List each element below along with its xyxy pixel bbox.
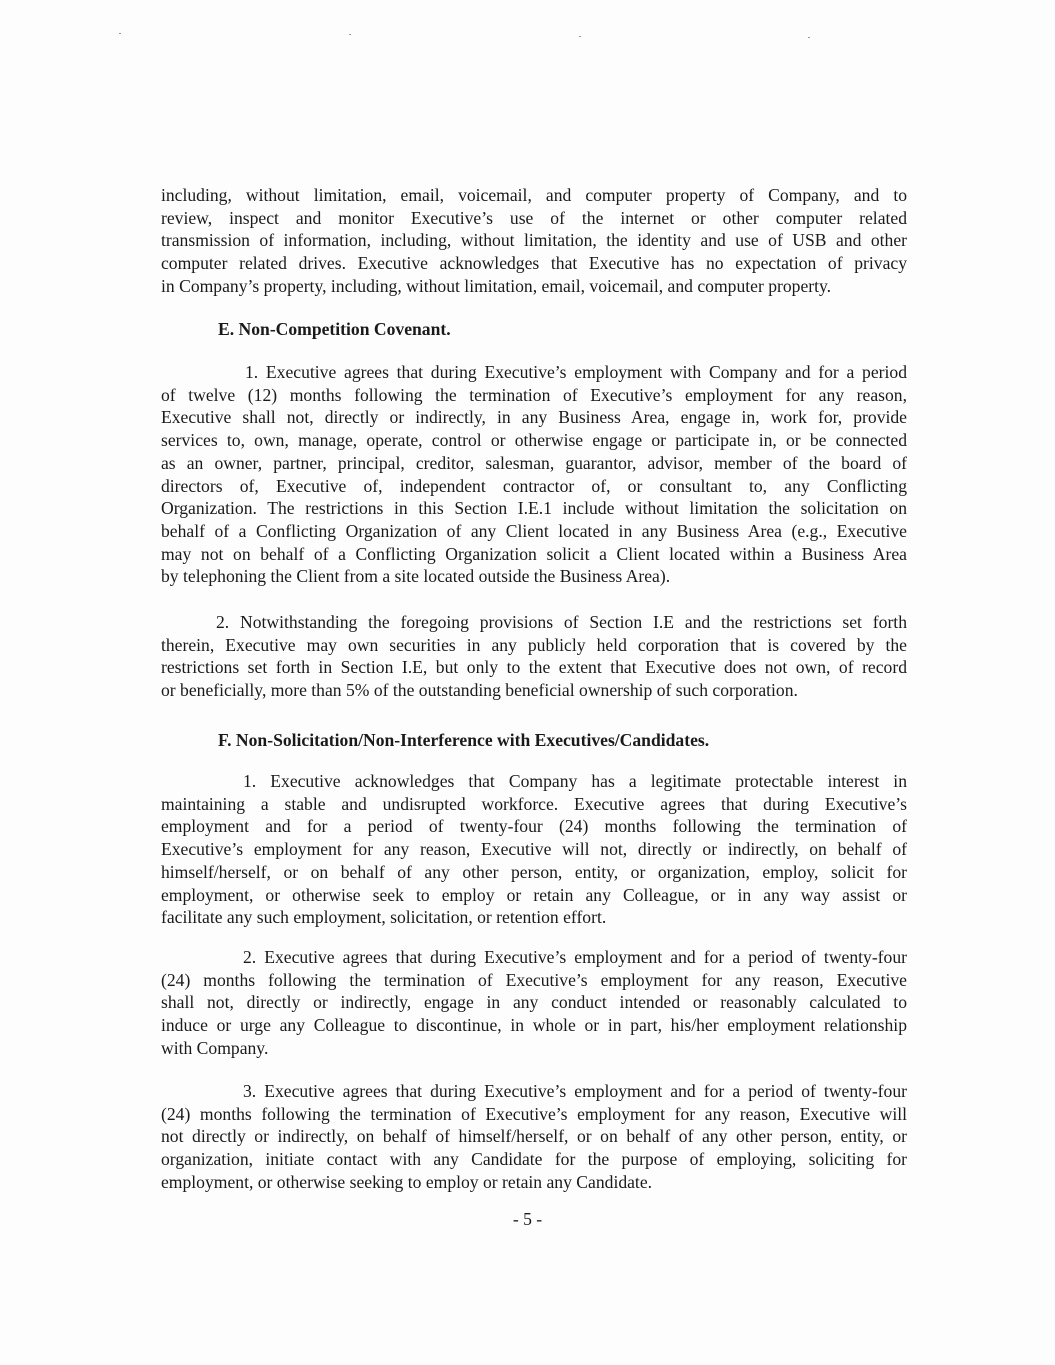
text-line: restrictions set forth in Section I.E, but only to the extent that Executive does not own, of record bbox=[161, 657, 907, 678]
text-line: 2. Executive agrees that during Executive’s employment and for a period of twenty-four bbox=[243, 947, 907, 967]
scan-artifact bbox=[349, 34, 351, 35]
text-line: Executive’s employment for any reason, Executive will not, directly or indirectly, on behalf of bbox=[161, 839, 907, 860]
text-line: 1. Executive acknowledges that Company has a legitimate protectable interest in bbox=[243, 771, 907, 791]
text-line: (24) months following the termination of Executive’s employment for any reason, Executive will bbox=[161, 1103, 907, 1124]
text-line: behalf of a Conflicting Organization of any Client located in any Business Area (e.g., Executive bbox=[161, 520, 907, 541]
section-f-paragraph-1 bbox=[161, 770, 907, 929]
text-line: himself/herself, or on behalf of any other person, entity, or organization, employ, solicit for bbox=[161, 861, 907, 882]
text-line: not directly or indirectly, on behalf of himself/herself, or on behalf of any other person, entity, or bbox=[161, 1126, 907, 1147]
text-line: with Company. bbox=[161, 1037, 269, 1058]
intro-paragraph bbox=[161, 184, 907, 298]
text-line: review, inspect and monitor Executive’s use of the internet or other computer related bbox=[161, 207, 907, 228]
text-line: of twelve (12) months following the termination of Executive’s employment for any reason, bbox=[161, 384, 907, 405]
scan-artifact bbox=[808, 37, 810, 38]
text-line: computer related drives. Executive acknowledges that Executive has no expectation of privacy bbox=[161, 253, 907, 274]
page-number: - 5 - bbox=[512, 1209, 543, 1229]
text-line: employment, or otherwise seek to employ or retain any Colleague, or in any way assist or bbox=[161, 884, 907, 905]
section-f-heading: F. Non-Solicitation/Non-Interference with Executives/Candidates. bbox=[218, 730, 710, 750]
text-line: employment and for a period of twenty-four (24) months following the termination of bbox=[161, 816, 907, 837]
text-line: 2. Notwithstanding the foregoing provisions of Section I.E and the restrictions set forth bbox=[216, 612, 907, 632]
section-f-paragraph-2 bbox=[161, 946, 907, 1060]
text-line: in Company’s property, including, without limitation, email, voicemail, and computer property. bbox=[161, 275, 832, 296]
text-line: may not on behalf of a Conflicting Organization solicit a Client located within a Business Area bbox=[161, 543, 907, 564]
text-line: 3. Executive agrees that during Executive’s employment and for a period of twenty-four bbox=[243, 1081, 907, 1101]
text-line: facilitate any such employment, solicitation, or retention effort. bbox=[161, 907, 607, 928]
section-f-paragraph-3 bbox=[161, 1080, 907, 1194]
section-e-paragraph-1 bbox=[161, 361, 907, 588]
text-line: services to, own, manage, operate, control or otherwise engage or participate in, or be connected bbox=[161, 430, 907, 451]
scan-artifact bbox=[579, 36, 581, 37]
text-line: induce or urge any Colleague to discontinue, in whole or in part, his/her employment relationship bbox=[161, 1015, 907, 1036]
text-line: organization, initiate contact with any Candidate for the purpose of employing, soliciting for bbox=[161, 1149, 907, 1170]
text-line: Organization. The restrictions in this Section I.E.1 include without limitation the solicitation on bbox=[161, 498, 907, 519]
section-e-paragraph-2 bbox=[161, 611, 907, 702]
text-line: or beneficially, more than 5% of the outstanding beneficial ownership of such corporation. bbox=[161, 680, 798, 701]
text-line: therein, Executive may own securities in any publicly held corporation that is covered by the bbox=[161, 634, 907, 655]
text-line: by telephoning the Client from a site located outside the Business Area). bbox=[161, 566, 671, 587]
text-line: maintaining a stable and undisrupted workforce. Executive agrees that during Executive’s bbox=[161, 793, 907, 814]
text-line: transmission of information, including, without limitation, the identity and use of USB and other bbox=[161, 230, 907, 251]
text-line: directors of, Executive of, independent contractor of, or consultant to, any Conflicting bbox=[161, 475, 907, 496]
text-line: shall not, directly or indirectly, engage in any conduct intended or reasonably calculated to bbox=[161, 992, 907, 1013]
text-line: employment, or otherwise seeking to employ or retain any Candidate. bbox=[161, 1171, 653, 1192]
scan-artifact bbox=[119, 33, 121, 34]
section-e-heading: E. Non-Competition Covenant. bbox=[218, 319, 451, 339]
text-line: including, without limitation, email, voicemail, and computer property of Company, and to bbox=[161, 185, 907, 205]
text-line: (24) months following the termination of Executive’s employment for any reason, Executive bbox=[161, 969, 907, 990]
text-line: Executive shall not, directly or indirectly, in any Business Area, engage in, work for, provide bbox=[161, 407, 907, 428]
text-line: as an owner, partner, principal, creditor, salesman, guarantor, advisor, member of the board of bbox=[161, 452, 907, 473]
text-line: 1. Executive agrees that during Executive’s employment with Company and for a period bbox=[245, 362, 907, 382]
